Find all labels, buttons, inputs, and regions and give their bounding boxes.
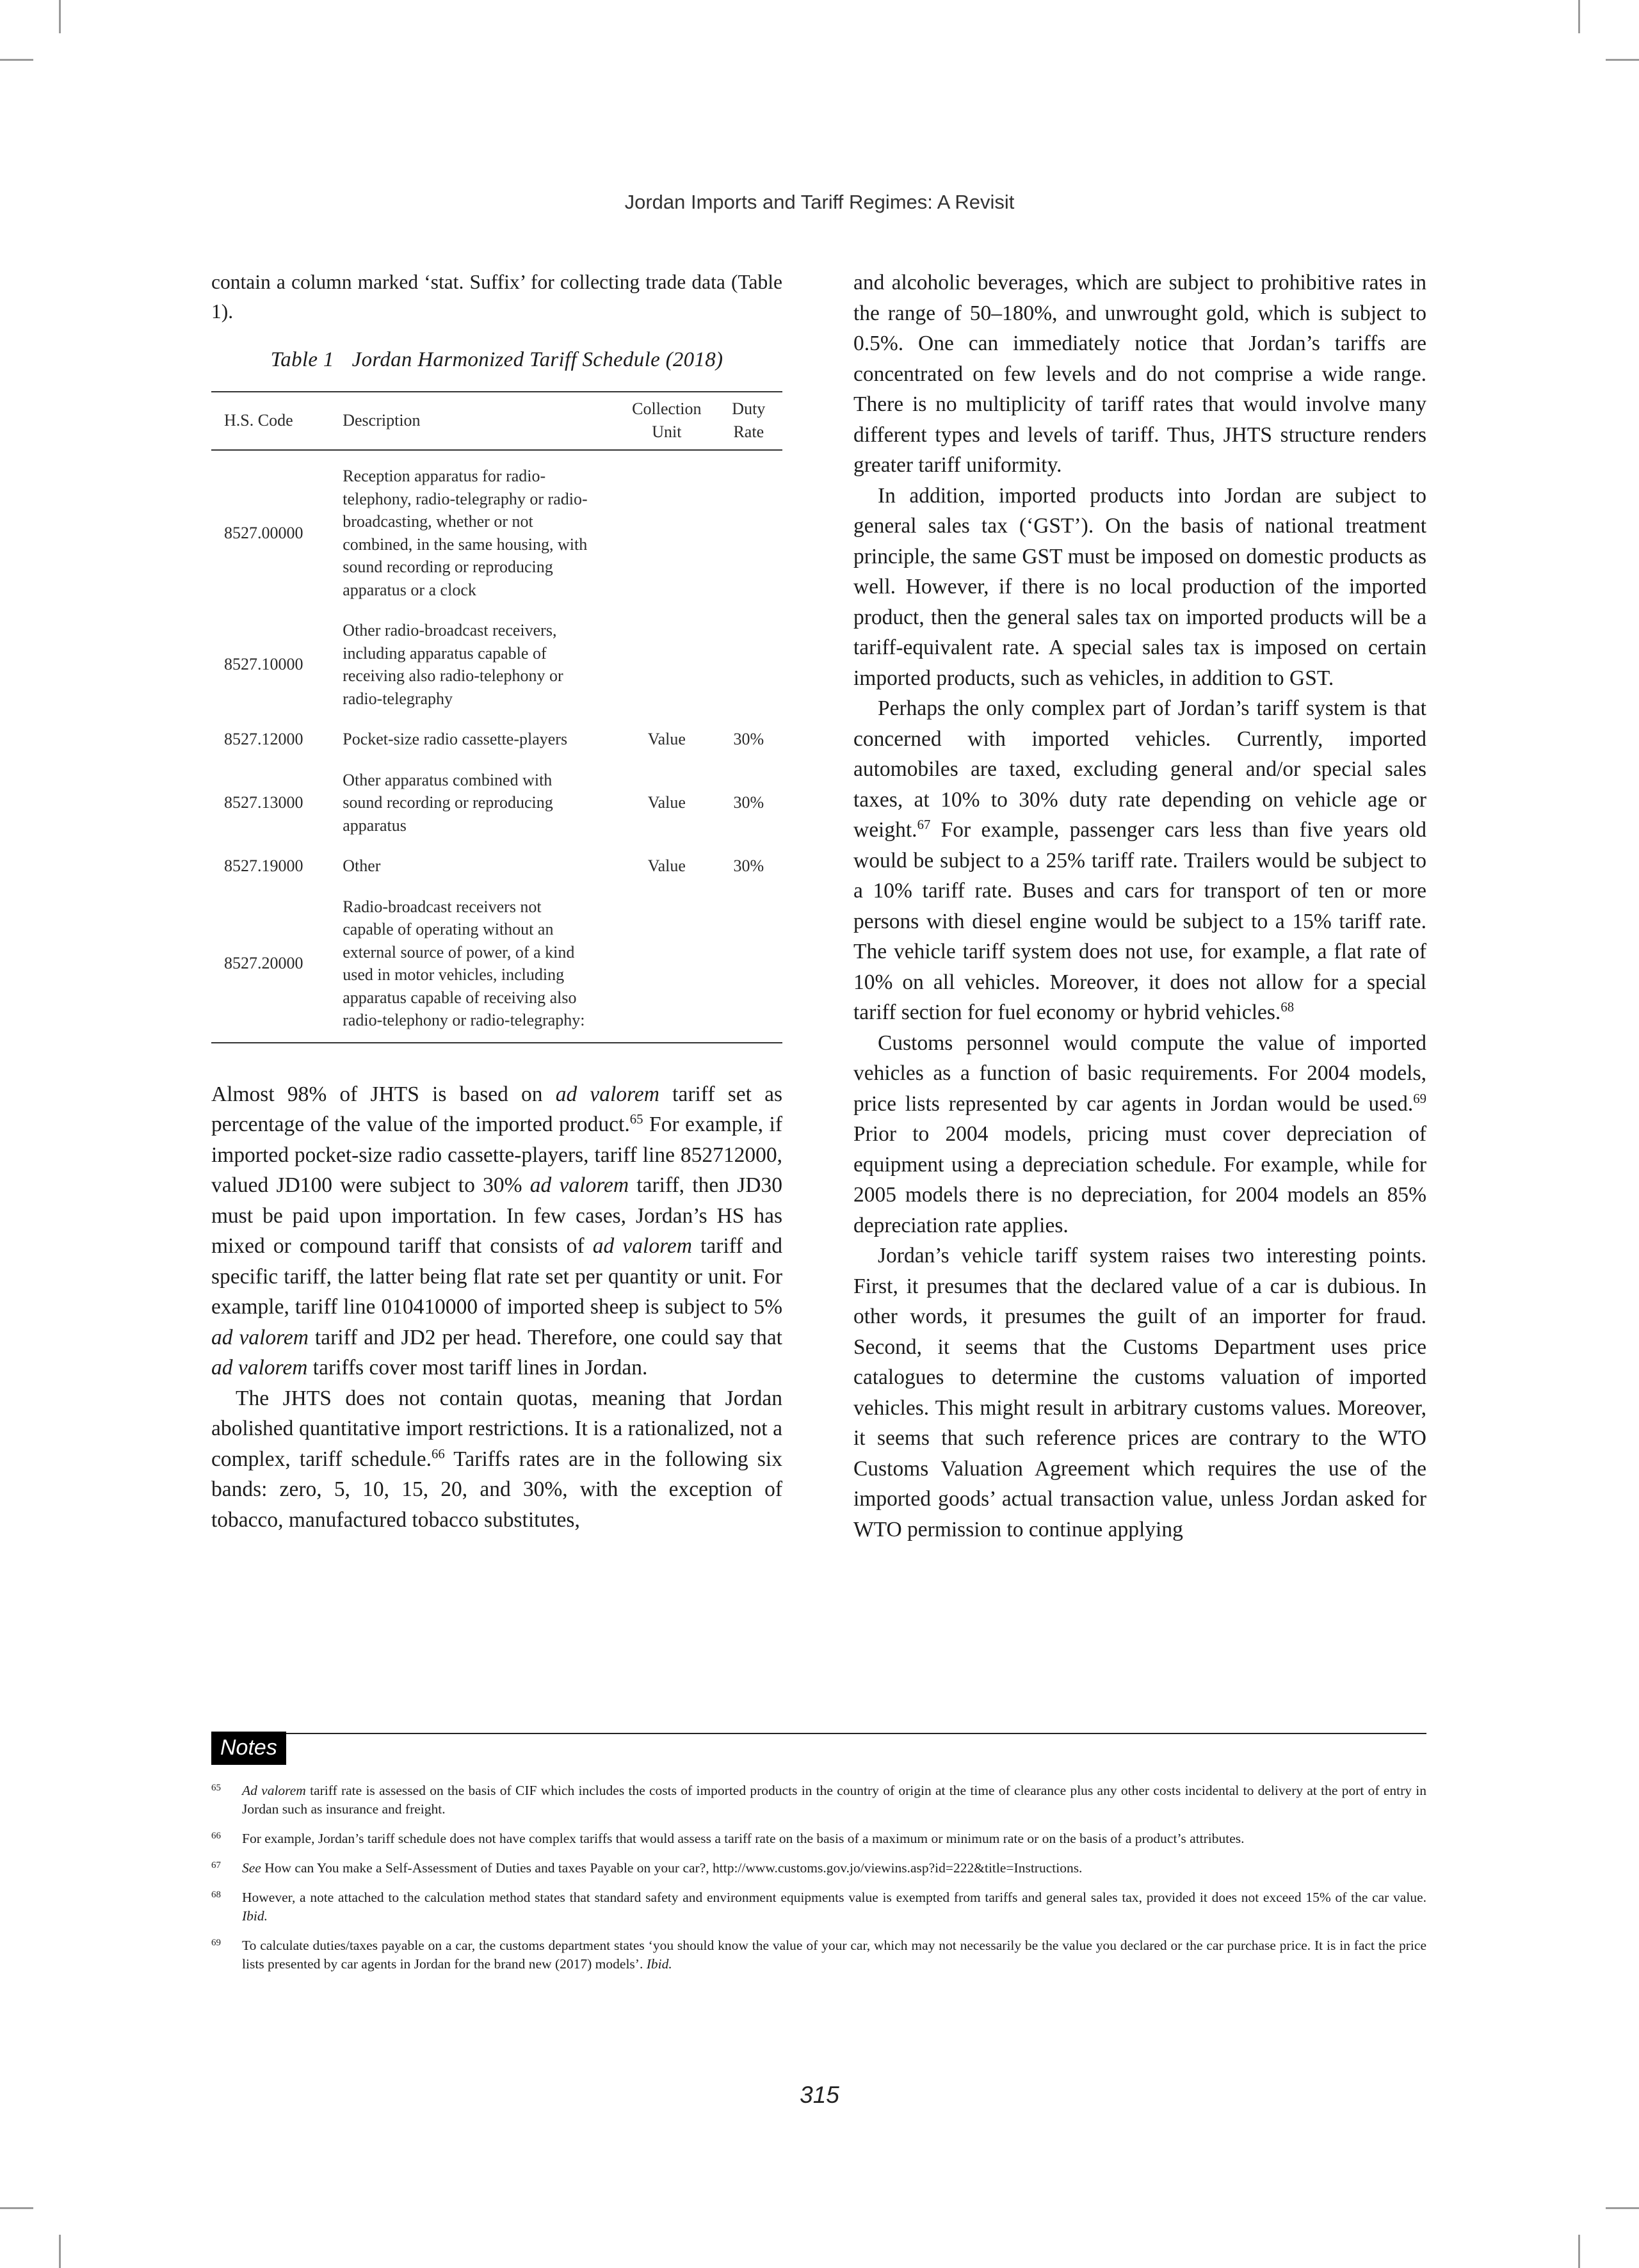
table-row [211, 759, 782, 846]
italic-term: ad valorem [592, 1234, 692, 1258]
cell-collection-unit: Value [647, 730, 686, 748]
header-description: Description [343, 410, 421, 430]
crop-mark [1606, 59, 1639, 61]
italic-term: ad valorem [529, 1173, 629, 1197]
footnote-item [211, 1888, 1426, 1926]
paragraph: Jordan’s vehicle tariff system raises two interesting points. First, it presumes that the declared value of a car is dubious. In other words, it presumes the guilt of an importer for fraud. Second, it seems that the Customs Department uses price catalogues to determine the customs valuation of imported vehicles. This might result in arbitrary customs values. Moreover, it seems that such reference prices are contrary to the WTO Customs Valuation Agreement which requires the use of the imported goods’ actual transaction value, unless Jordan asked for WTO permission to continue applying [853, 1244, 1426, 1541]
cell-duty-rate: 30% [733, 730, 764, 748]
lead-paragraph: contain a column marked ‘stat. Suffix’ for collecting trade data (Table 1). [211, 271, 782, 323]
cell-description: Other radio-broadcast receivers, including apparatus capable of receiving also radio-telephony or radio-telegraphy [343, 621, 563, 708]
cell-description: Reception apparatus for radio-telephony, radio-telegraphy or radio-broadcasting, whether or not combined, in the same housing, with sound recording or reproducing apparatus or a clock [343, 467, 588, 599]
crop-mark [1578, 2235, 1580, 2268]
footnote-italic: Ibid. [646, 1956, 672, 1972]
running-head: Jordan Imports and Tariff Regimes: A Revisit [624, 191, 1015, 213]
footnote-text: tariff rate is assessed on the basis of CIF which includes the costs of imported products in the country of origin at the time of clearance plus any other costs incidental to delivery at the port of entry in Jordan such as insurance and freight. [242, 1783, 1426, 1817]
paragraph: and alcoholic beverages, which are subject to prohibitive rates in the range of 50–180%, and unwrought gold, which is subject to 0.5%. One can immediately notice that Jordan’s tariffs are concentrated on few levels and do not comprise a wide range. There is no multiplicity of tariff rates that would involve many different types and levels of tariff. Thus, JHTS structure renders greater tariff uniformity. [853, 271, 1426, 477]
text-run: The JHTS does not contain quotas, meaning that Jordan abolished quantitative import restrictions. It is a rationalized, not a complex, tariff schedule. [211, 1386, 782, 1471]
text-run: tariff and JD2 per head. Therefore, one could say that [308, 1325, 782, 1349]
left-column [211, 268, 782, 1535]
table-caption [211, 348, 782, 372]
header-collection-unit: Collection Unit [632, 399, 702, 441]
footnote-number: 68 [211, 1890, 221, 1900]
header-duty-rate: Duty Rate [732, 399, 766, 441]
paragraph [211, 1079, 782, 1383]
cell-hs-code: 8527.10000 [224, 655, 303, 674]
table-row [211, 718, 782, 759]
footnote-ref-68[interactable]: 68 [1280, 999, 1295, 1015]
footnote-item [211, 1781, 1426, 1819]
table-caption-title: Jordan Harmonized Tariff Schedule (2018) [351, 348, 723, 371]
right-column [853, 268, 1426, 1545]
crop-mark [59, 0, 61, 33]
cell-duty-rate [715, 450, 782, 609]
table-row [211, 450, 782, 609]
cell-description: Other [343, 857, 381, 875]
footnote-text: However, a note attached to the calculation method states that standard safety and environment equipments value is exempted from tariffs and general sales tax, provided it does not exceed 15% of the car value. [242, 1890, 1426, 1905]
text-run: For example, if imported pocket-size radio cassette-players, tariff line 852712000, valued JD100 were subject to 30% [211, 1113, 782, 1197]
footnote-italic: Ad valorem [242, 1783, 306, 1798]
cell-description: Pocket-size radio cassette-players [343, 730, 568, 748]
text-run: For example, passenger cars less than five years old would be subject to a 25% tariff rate. Trailers would be subject to a 10% tariff rate. Buses and cars for transport of ten or more persons with diesel engine would be subject to a 15% tariff rate. The vehicle tariff system does not use, for example, a flat rate of 10% on all vehicles. Moreover, it does not allow for a special tariff section for fuel economy or hybrid vehicles. [853, 818, 1426, 1024]
text-run: tariff set as percentage of the value of the imported product. [211, 1082, 783, 1136]
footnote-text: To calculate duties/taxes payable on a car, the customs department states ‘you should know the value of your car, which may not necessarily be the value you declared or the car purchase price. It is in fact the price lists presented by car agents in Jordan for the brand new (2017) models’. [242, 1938, 1426, 1972]
cell-collection-unit: Value [647, 857, 686, 875]
header-hs-code: H.S. Code [224, 410, 293, 430]
footnote-number: 65 [211, 1783, 221, 1793]
cell-duty-rate [715, 609, 782, 718]
footnote-number: 69 [211, 1938, 221, 1948]
cell-collection-unit [618, 450, 715, 609]
footnote-italic: Ibid. [242, 1908, 268, 1924]
text-run: tariff and specific tariff, the latter being flat rate set per quantity or unit. For example, tariff line 010410000 of imported sheep is subject to 5% [211, 1234, 782, 1319]
footnote-ref-66[interactable]: 66 [431, 1446, 445, 1461]
italic-term: ad valorem [211, 1356, 308, 1379]
text-run: Almost 98% of JHTS is based on [211, 1082, 556, 1106]
cell-duty-rate [715, 886, 782, 1043]
cell-hs-code: 8527.19000 [224, 857, 303, 875]
cell-hs-code: 8527.13000 [224, 793, 303, 812]
tariff-table [211, 391, 782, 1043]
cell-hs-code: 8527.00000 [224, 523, 303, 542]
page-number: 315 [800, 2082, 839, 2108]
notes-label: Notes [211, 1732, 286, 1765]
italic-term: ad valorem [555, 1082, 659, 1106]
cell-hs-code: 8527.20000 [224, 954, 303, 973]
paragraph: In addition, imported products into Jordan are subject to general sales tax (‘GST’). On the basis of national treatment principle, the same GST must be imposed on domestic products as well. However, if there is no local production of the imported product, then the general sales tax on imported products will be a tariff-equivalent rate. A special sales tax is imposed on certain imported products, such as vehicles, in addition to GST. [853, 483, 1426, 690]
cell-description: Other apparatus combined with sound recording or reproducing apparatus [343, 770, 553, 835]
footnote-list [211, 1781, 1426, 1974]
cell-collection-unit: Value [647, 793, 686, 812]
cell-collection-unit [618, 886, 715, 1043]
crop-mark [0, 2207, 33, 2209]
cell-duty-rate: 30% [733, 857, 764, 875]
footnote-item [211, 1859, 1426, 1878]
crop-mark [1606, 2207, 1639, 2209]
paragraph [853, 1028, 1426, 1241]
paragraph [853, 693, 1426, 1028]
footnote-ref-67[interactable]: 67 [917, 817, 931, 832]
table-row [211, 845, 782, 886]
cell-description: Radio-broadcast receivers not capable of operating without an external source of power, of a kind used in motor vehicles, including apparatus capable of receiving also radio-telephony or radio-telegraphy: [343, 897, 585, 1029]
text-run: tariff, then JD30 must be paid upon importation. In few cases, Jordan’s HS has mixed or compound tariff that consists of [211, 1173, 782, 1258]
left-body-text [211, 1079, 782, 1536]
lead-paragraph-wrap [211, 268, 782, 326]
text-run: Perhaps the only complex part of Jordan’s tariff system is that concerned with imported vehicles. Currently, imported automobiles are taxed, excluding general and/or special sales taxes, at 10% to 30% duty rate depending on vehicle age or weight. [853, 696, 1426, 842]
text-run: Prior to 2004 models, pricing must cover depreciation of equipment using a depreciation schedule. For example, while for 2005 models there is no depreciation, for 2004 models an 85% depreciation rate applies. [853, 1122, 1426, 1237]
cell-hs-code: 8527.12000 [224, 730, 303, 748]
table-row [211, 609, 782, 718]
table-row [211, 886, 782, 1043]
footnote-italic: See [242, 1860, 261, 1876]
crop-mark [1578, 0, 1580, 33]
text-run: Tariffs rates are in the following six bands: zero, 5, 10, 15, 20, and 30%, with the exception of tobacco, manufactured tobacco substitutes, [211, 1447, 782, 1532]
footnote-ref-69[interactable]: 69 [1413, 1091, 1426, 1106]
footnote-item [211, 1830, 1426, 1848]
footnote-text: For example, Jordan’s tariff schedule does not have complex tariffs that would assess a tariff rate on the basis of a maximum or minimum rate or on the basis of a product’s attributes. [242, 1831, 1245, 1846]
paragraph [211, 1383, 782, 1536]
notes-section [211, 1732, 1426, 1984]
footnote-text: How can You make a Self-Assessment of Duties and taxes Payable on your car?, http://www.customs.gov.jo/viewins.asp?id=222&title=Instructions. [261, 1860, 1083, 1876]
table-header-row [211, 392, 782, 450]
table-caption-number: Table 1 [270, 348, 334, 371]
cell-duty-rate: 30% [733, 793, 764, 812]
footnote-number: 66 [211, 1831, 221, 1841]
notes-rule [211, 1733, 1426, 1734]
crop-mark [59, 2235, 61, 2268]
italic-term: ad valorem [211, 1325, 309, 1349]
cell-collection-unit [618, 609, 715, 718]
footnote-item [211, 1936, 1426, 1974]
text-run: tariffs cover most tariff lines in Jordan. [307, 1356, 648, 1379]
footnote-number: 67 [211, 1860, 221, 1870]
text-run: Customs personnel would compute the value of imported vehicles as a function of basic requirements. For 2004 models, price lists represented by car agents in Jordan would be used. [853, 1031, 1426, 1116]
crop-mark [0, 59, 33, 61]
footnote-ref-65[interactable]: 65 [629, 1111, 643, 1127]
